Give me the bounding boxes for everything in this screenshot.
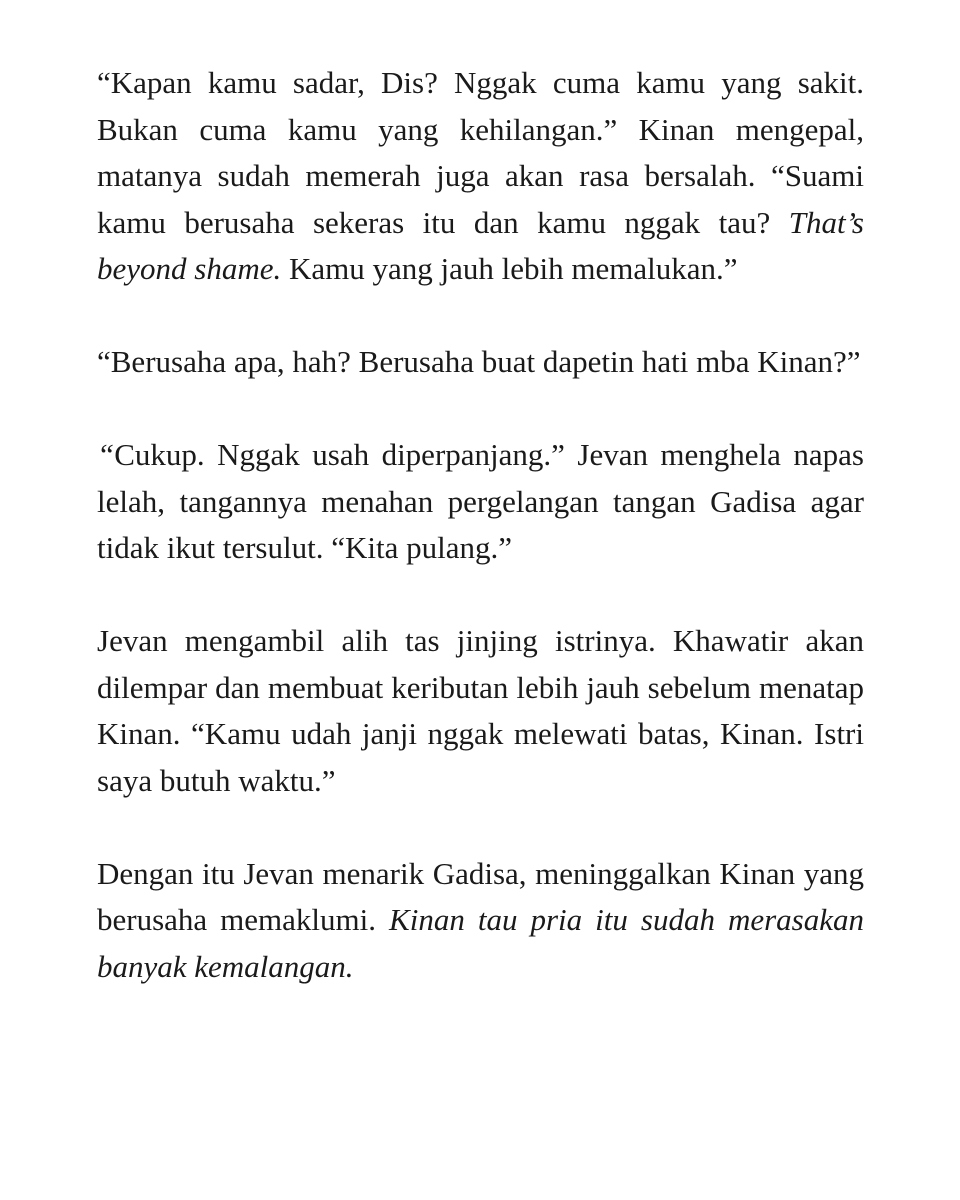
text-segment: Dengan itu Jevan menarik Gadisa, meninggalkan Kinan yang berusaha memaklumi. — [97, 855, 864, 937]
text-segment: Jevan mengambil alih tas jinjing istrinya. Khawatir akan dilempar dan membuat keributan lebih jauh sebelum menatap Kinan. “Kamu udah janji nggak melewati batas, Kinan. Istri saya butuh waktu.” — [97, 623, 864, 798]
story-page — [97, 60, 864, 990]
text-segment: Cukup. Nggak usah diperpanjang.” Jevan menghela napas lelah, tangannya menahan pergelangan tangan Gadisa agar tidak ikut tersulut. “Kita pulang.” — [97, 437, 864, 565]
text-segment: “Berusaha apa, hah? Berusaha buat dapetin hati mba Kinan?” — [97, 344, 861, 379]
italic-segment: “ — [97, 437, 115, 472]
text-segment: Kamu yang jauh lebih memalukan.” — [281, 251, 738, 286]
italic-segment: Kinan tau pria itu sudah merasakan banyak kemalangan. — [97, 902, 865, 984]
paragraph-1 — [97, 60, 864, 293]
paragraph-5 — [97, 851, 864, 991]
paragraph-3 — [97, 432, 864, 572]
paragraph-2 — [97, 339, 864, 386]
italic-segment: That’s beyond shame. — [97, 204, 864, 286]
paragraph-4 — [97, 618, 864, 804]
text-segment: “Kapan kamu sadar, Dis? Nggak cuma kamu yang sakit. Bukan cuma kamu yang kehilangan.” Kinan mengepal, matanya sudah memerah juga akan rasa bersalah. “Suami kamu berusaha sekeras itu dan kamu nggak tau? — [97, 65, 864, 240]
